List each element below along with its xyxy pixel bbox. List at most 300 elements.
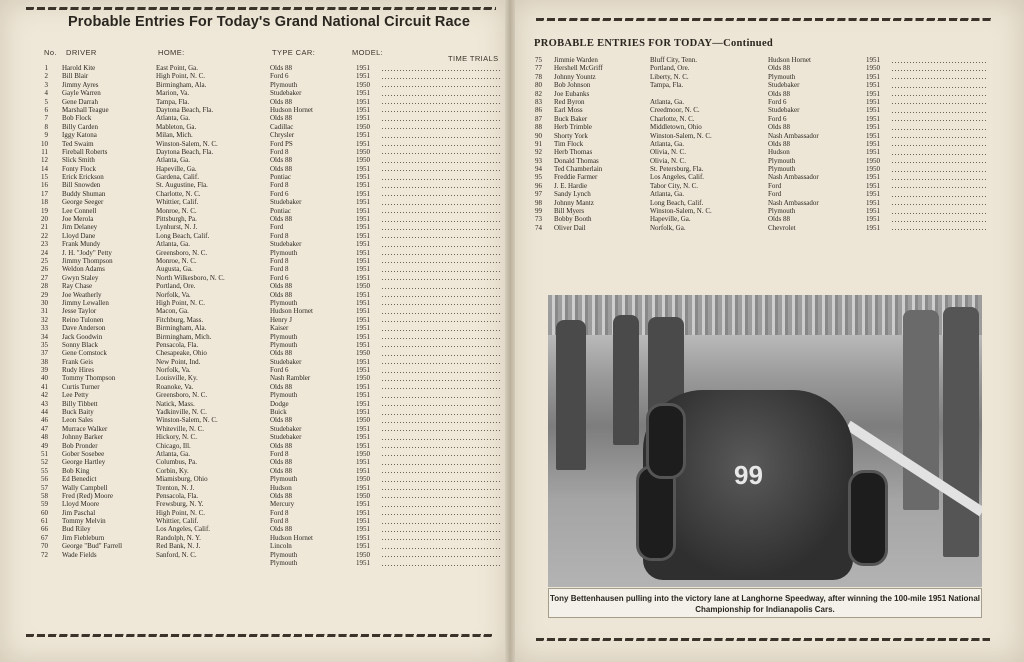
right-page-title: PROBABLE ENTRIES FOR TODAY—Continued [534, 38, 774, 49]
entry-number: 32 [41, 315, 48, 324]
time-trials-leader [382, 170, 500, 171]
car-wheel [646, 403, 686, 479]
entry-driver: Hershell McGriff [554, 64, 603, 73]
entry-row [30, 484, 500, 492]
entry-driver: Bob King [62, 466, 90, 475]
entry-home: Pittsburgh, Pa. [156, 215, 197, 224]
entry-number: 6 [44, 105, 48, 114]
entry-row [532, 182, 992, 190]
entry-number: 47 [41, 424, 48, 433]
entry-number: 7 [44, 114, 48, 123]
entry-home: Hapeville, Ga. [156, 164, 197, 173]
entry-model: 1951 [356, 307, 370, 316]
entry-home: Olivia, N. C. [650, 156, 686, 165]
entry-number: 48 [41, 433, 48, 442]
entry-home: Roanoke, Va. [156, 382, 194, 391]
time-trials-leader [382, 153, 500, 154]
entry-model: 1951 [356, 466, 370, 475]
entry-model: 1951 [356, 72, 370, 81]
entry-driver: Tommy Thompson [62, 374, 116, 383]
entry-car: Ford [768, 190, 782, 199]
time-trials-leader [382, 565, 500, 566]
entry-number: 4 [44, 89, 48, 98]
time-trials-leader [892, 103, 988, 104]
entry-number: 66 [41, 525, 48, 534]
entry-driver: Earl Moss [554, 106, 583, 115]
entry-row [30, 366, 500, 374]
entry-row [532, 132, 992, 140]
entry-model: 1951 [356, 525, 370, 534]
entry-home: Marion, Va. [156, 89, 190, 98]
entry-row [30, 467, 500, 475]
entry-home: Mableton, Ga. [156, 122, 197, 131]
entry-driver: Gayle Warren [62, 89, 101, 98]
entry-number: 11 [41, 147, 48, 156]
entry-home: Milan, Mich. [156, 131, 193, 140]
entry-row [532, 81, 992, 89]
entry-driver: Bud Riley [62, 525, 91, 534]
entry-car: Olds 88 [270, 382, 292, 391]
entry-driver: Jack Goodwin [62, 332, 103, 341]
header-time-trials: TIME TRIALS [448, 54, 499, 63]
entry-car: Ford 8 [270, 265, 289, 274]
entry-number: 20 [41, 215, 48, 224]
entry-home: Bluff City, Tenn. [650, 56, 698, 64]
time-trials-leader [382, 212, 500, 213]
entry-home: Pensacola, Fla. [156, 491, 199, 500]
entry-home: Atlanta, Ga. [156, 156, 191, 165]
time-trials-leader [382, 304, 500, 305]
entry-row [30, 72, 500, 80]
time-trials-leader [892, 95, 988, 96]
entry-car: Kaiser [270, 324, 289, 333]
entry-row [30, 433, 500, 441]
entry-number: 22 [41, 231, 48, 240]
entry-home: Tabor City, N. C. [650, 181, 699, 190]
entry-car: Ford 6 [270, 72, 289, 81]
time-trials-leader [382, 556, 500, 557]
entry-car: Plymouth [270, 340, 298, 349]
entry-car: Ford 6 [768, 97, 787, 106]
entry-driver: Fred (Red) Moore [62, 491, 113, 500]
entry-model: 1951 [866, 72, 880, 81]
entry-home: Corbin, Ky. [156, 466, 189, 475]
entry-driver: Jimmy Ayres [62, 80, 99, 89]
entry-model: 1951 [356, 240, 370, 249]
entry-home: Greensboro, N. C. [156, 391, 208, 400]
entry-car: Plymouth [270, 248, 298, 257]
entry-number: 24 [41, 248, 48, 257]
entry-row [30, 458, 500, 466]
entry-row [30, 542, 500, 550]
entry-row [30, 198, 500, 206]
entry-driver: Jimmy Thompson [62, 256, 113, 265]
entry-home: Long Beach, Calif. [650, 198, 704, 207]
entry-number: 5 [44, 97, 48, 106]
entry-home: Monroe, N. C. [156, 256, 197, 265]
entry-row [30, 240, 500, 248]
entry-driver: Oliver Dail [554, 223, 586, 232]
entry-car: Ford 8 [270, 181, 289, 190]
entry-row [30, 391, 500, 399]
entry-driver: Erick Erickson [62, 173, 104, 182]
entry-model: 1951 [356, 181, 370, 190]
entry-model: 1951 [356, 382, 370, 391]
entry-model: 1951 [356, 198, 370, 207]
entry-model: 1950 [356, 282, 370, 291]
race-photo [548, 295, 982, 587]
entry-row [30, 207, 500, 215]
entry-driver: Bill Snowden [62, 181, 101, 190]
entry-model: 1950 [356, 416, 370, 425]
time-trials-leader [382, 489, 500, 490]
left-entry-list [30, 64, 500, 567]
entry-model: 1951 [356, 298, 370, 307]
entry-driver: Jim Paschal [62, 508, 96, 517]
entry-driver: Fonty Flock [62, 164, 97, 173]
entry-driver: Johnny Barker [62, 433, 104, 442]
entry-number: 60 [41, 508, 48, 517]
entry-row [30, 299, 500, 307]
entry-home: Atlanta, Ga. [650, 97, 685, 106]
entry-car: Studebaker [768, 81, 800, 90]
entry-car: Plymouth [270, 550, 298, 559]
entry-number: 14 [41, 164, 48, 173]
entry-driver: Gene Comstock [62, 349, 107, 358]
entry-car: Ford 8 [270, 517, 289, 526]
entry-home: Pensacola, Fla. [156, 340, 199, 349]
entry-home: Natick, Mass. [156, 399, 195, 408]
entry-car: Olds 88 [270, 349, 292, 358]
entry-car: Olds 88 [270, 164, 292, 173]
time-trials-leader [382, 414, 500, 415]
entry-home: Portland, Ore. [156, 282, 196, 291]
entry-car: Olds 88 [768, 123, 790, 132]
entry-model: 1950 [356, 491, 370, 500]
entry-model: 1950 [356, 80, 370, 89]
time-trials-leader [892, 87, 988, 88]
entry-home: Charlotte, N. C. [650, 114, 695, 123]
entry-row [532, 90, 992, 98]
entry-car: Olds 88 [270, 525, 292, 534]
entry-row [30, 282, 500, 290]
entry-car: Olds 88 [270, 491, 292, 500]
entry-home: Red Bank, N. J. [156, 542, 201, 551]
entry-car: Plymouth [270, 559, 298, 568]
entry-car: Plymouth [270, 391, 298, 400]
entry-number: 16 [41, 181, 48, 190]
entry-model: 1951 [356, 357, 370, 366]
entry-driver: Joe Eubanks [554, 89, 590, 98]
entry-car: Dodge [270, 399, 289, 408]
entry-row [30, 89, 500, 97]
entry-home: Whittier, Calif. [156, 198, 199, 207]
entry-car: Ford PS [270, 139, 293, 148]
entry-model: 1951 [866, 198, 880, 207]
entry-model: 1951 [356, 265, 370, 274]
entry-car: Henry J [270, 315, 292, 324]
entry-driver: Bob Flock [62, 114, 92, 123]
entry-number: 96 [535, 181, 542, 190]
entry-number: 23 [41, 240, 48, 249]
entry-row [30, 291, 500, 299]
time-trials-leader [382, 372, 500, 373]
entry-model: 1951 [866, 181, 880, 190]
entry-row [30, 442, 500, 450]
entry-row [30, 307, 500, 315]
entry-car: Olds 88 [270, 64, 292, 72]
entry-number: 3 [44, 80, 48, 89]
entry-model: 1951 [356, 105, 370, 114]
entry-car: Lincoln [270, 542, 292, 551]
entry-car: Ford 8 [270, 508, 289, 517]
time-trials-leader [382, 246, 500, 247]
entry-home: Yadkinville, N. C. [156, 408, 207, 417]
time-trials-leader [382, 296, 500, 297]
entry-driver: Dave Anderson [62, 324, 106, 333]
time-trials-leader [382, 321, 500, 322]
entry-number: 58 [41, 491, 48, 500]
entry-row [30, 223, 500, 231]
entry-car: Nash Ambassador [768, 173, 819, 182]
entry-car: Olds 88 [270, 282, 292, 291]
entry-car: Ford 8 [270, 256, 289, 265]
entry-model: 1951 [356, 223, 370, 232]
entry-number: 12 [41, 156, 48, 165]
entry-car: Ford 8 [270, 147, 289, 156]
entry-driver: Iggy Katona [62, 131, 97, 140]
entry-number: 52 [41, 458, 48, 467]
entry-model: 1951 [356, 366, 370, 375]
entry-model: 1950 [356, 475, 370, 484]
entry-row [532, 207, 992, 215]
time-trials-leader [382, 355, 500, 356]
entry-row [30, 492, 500, 500]
entry-number: 18 [41, 198, 48, 207]
book-gutter [505, 0, 515, 662]
entry-car: Studebaker [768, 106, 800, 115]
entry-car: Mercury [270, 500, 295, 509]
time-trials-leader [382, 137, 500, 138]
left-page-title: Probable Entries For Today's Grand National Circuit Race [68, 14, 470, 30]
entry-home: Macon, Ga. [156, 307, 189, 316]
entry-car: Ford 6 [270, 273, 289, 282]
entry-car: Olds 88 [270, 97, 292, 106]
entry-car: Plymouth [270, 298, 298, 307]
entry-driver: Ted Chamberlain [554, 165, 603, 174]
entry-home: Birmingham, Ala. [156, 324, 207, 333]
entry-driver: Jim Fiebleburn [62, 533, 105, 542]
entry-car: Olds 88 [768, 64, 790, 73]
header-model: MODEL: [352, 48, 384, 57]
entry-car: Plymouth [270, 80, 298, 89]
time-trials-leader [892, 204, 988, 205]
entry-car: Ford 6 [768, 114, 787, 123]
entry-row [30, 408, 500, 416]
entry-car: Studebaker [270, 198, 302, 207]
entry-model: 1951 [356, 89, 370, 98]
entry-car: Plymouth [768, 207, 796, 216]
entry-number: 37 [41, 349, 48, 358]
entry-driver: Frank Geis [62, 357, 93, 366]
entry-car: Studebaker [270, 240, 302, 249]
entry-number: 40 [41, 374, 48, 383]
entry-number: 91 [535, 139, 542, 148]
entry-driver: Gwyn Staley [62, 273, 99, 282]
entry-row [30, 114, 500, 122]
entry-row [532, 165, 992, 173]
entry-driver: Billy Tibbett [62, 399, 98, 408]
car-number: 99 [734, 460, 763, 490]
entry-model: 1951 [866, 223, 880, 232]
entry-car: Nash Ambassador [768, 198, 819, 207]
entry-row [532, 98, 992, 106]
entry-car: Olds 88 [270, 466, 292, 475]
entry-number: 17 [41, 189, 48, 198]
entry-driver: Joe Merola [62, 215, 94, 224]
entry-model: 1951 [356, 215, 370, 224]
entry-model: 1951 [356, 139, 370, 148]
time-trials-leader [892, 221, 988, 222]
time-trials-leader [892, 154, 988, 155]
entry-car: Ford 6 [270, 366, 289, 375]
entry-number: 51 [41, 449, 48, 458]
entry-home: Fitchburg, Mass. [156, 315, 204, 324]
entry-driver: Fireball Roberts [62, 147, 108, 156]
time-trials-leader [892, 120, 988, 121]
entry-driver: Jimmy Lewallen [62, 298, 109, 307]
entry-number: 80 [535, 81, 542, 90]
entry-row [30, 425, 500, 433]
time-trials-leader [382, 388, 500, 389]
entry-row [30, 475, 500, 483]
entry-row [30, 341, 500, 349]
entry-row [30, 148, 500, 156]
time-trials-leader [382, 346, 500, 347]
entry-model: 1951 [356, 433, 370, 442]
entry-number: 35 [41, 340, 48, 349]
time-trials-leader [382, 430, 500, 431]
entry-model: 1950 [866, 156, 880, 165]
entry-driver: Murrace Walker [62, 424, 108, 433]
time-trials-leader [382, 120, 500, 121]
entry-row [30, 232, 500, 240]
entry-row [30, 500, 500, 508]
entry-car: Ford [270, 223, 284, 232]
entry-number: 43 [41, 399, 48, 408]
time-trials-leader [382, 271, 500, 272]
entry-row [30, 450, 500, 458]
entry-model: 1950 [356, 550, 370, 559]
entry-home: Liberty, N. C. [650, 72, 689, 81]
time-trials-leader [382, 380, 500, 381]
entry-home: St. Augustine, Fla. [156, 181, 208, 190]
entry-driver: Buck Baker [554, 114, 588, 123]
time-trials-leader [382, 162, 500, 163]
entry-car: Chrysler [270, 131, 295, 140]
entry-car: Chevrolet [768, 223, 796, 232]
car-wheel [636, 465, 676, 561]
entry-model: 1951 [866, 81, 880, 90]
entry-driver: Buddy Shuman [62, 189, 106, 198]
entry-model: 1951 [356, 533, 370, 542]
time-trials-leader [382, 221, 500, 222]
entry-home: Columbus, Pa. [156, 458, 198, 467]
entry-row [532, 157, 992, 165]
time-trials-leader [382, 422, 500, 423]
entry-home: Greensboro, N. C. [156, 248, 208, 257]
entry-home: Hickory, N. C. [156, 433, 197, 442]
entry-model: 1951 [356, 441, 370, 450]
entry-driver: Sandy Lynch [554, 190, 591, 199]
entry-number: 15 [41, 173, 48, 182]
time-trials-leader [382, 262, 500, 263]
entry-number: 75 [535, 56, 542, 64]
time-trials-leader [892, 179, 988, 180]
entry-home: Atlanta, Ga. [156, 240, 191, 249]
entry-number: 61 [41, 517, 48, 526]
entry-home: High Point, N. C. [156, 508, 206, 517]
entry-model: 1951 [866, 114, 880, 123]
entry-number: 72 [41, 550, 48, 559]
entry-driver: Lloyd Moore [62, 500, 100, 509]
entry-driver: Freddie Farmer [554, 173, 598, 182]
entry-model: 1950 [866, 165, 880, 174]
time-trials-leader [382, 531, 500, 532]
entry-driver: Frank Mundy [62, 240, 101, 249]
entry-row [30, 64, 500, 72]
entry-model: 1951 [356, 340, 370, 349]
entry-home: Atlanta, Ga. [650, 190, 685, 199]
time-trials-leader [892, 137, 988, 138]
entry-driver: Red Byron [554, 97, 585, 106]
entry-driver: Marshall Teague [62, 105, 109, 114]
entry-driver: Bobby Booth [554, 215, 592, 224]
time-trials-leader [382, 338, 500, 339]
entry-car: Buick [270, 408, 287, 417]
entry-number: 70 [41, 542, 48, 551]
entry-row [532, 64, 992, 72]
time-trials-leader [382, 95, 500, 96]
entry-model: 1951 [356, 114, 370, 123]
entry-car: Studebaker [270, 433, 302, 442]
entry-home: Portland, Ore. [650, 64, 690, 73]
time-trials-leader [382, 330, 500, 331]
time-trials-leader [382, 363, 500, 364]
entry-row [30, 333, 500, 341]
entry-driver: Reino Tulonen [62, 315, 104, 324]
entry-model: 1951 [356, 500, 370, 509]
bottom-rule-right [536, 638, 990, 641]
entry-row [30, 383, 500, 391]
entry-model: 1950 [356, 122, 370, 131]
time-trials-leader [382, 111, 500, 112]
entry-model: 1951 [356, 559, 370, 568]
entry-home: Whiteville, N. C. [156, 424, 205, 433]
entry-number: 2 [44, 72, 48, 81]
time-trials-leader [382, 86, 500, 87]
entry-driver: Jesse Taylor [62, 307, 97, 316]
entry-model: 1951 [356, 173, 370, 182]
entry-number: 41 [41, 382, 48, 391]
entry-car: Hudson [270, 483, 292, 492]
time-trials-leader [382, 145, 500, 146]
entry-home: Trenton, N. J. [156, 483, 195, 492]
entry-car: Olds 88 [270, 416, 292, 425]
entry-driver: Lloyd Dane [62, 231, 96, 240]
entry-car: Plymouth [270, 332, 298, 341]
entry-number: 90 [535, 131, 542, 140]
